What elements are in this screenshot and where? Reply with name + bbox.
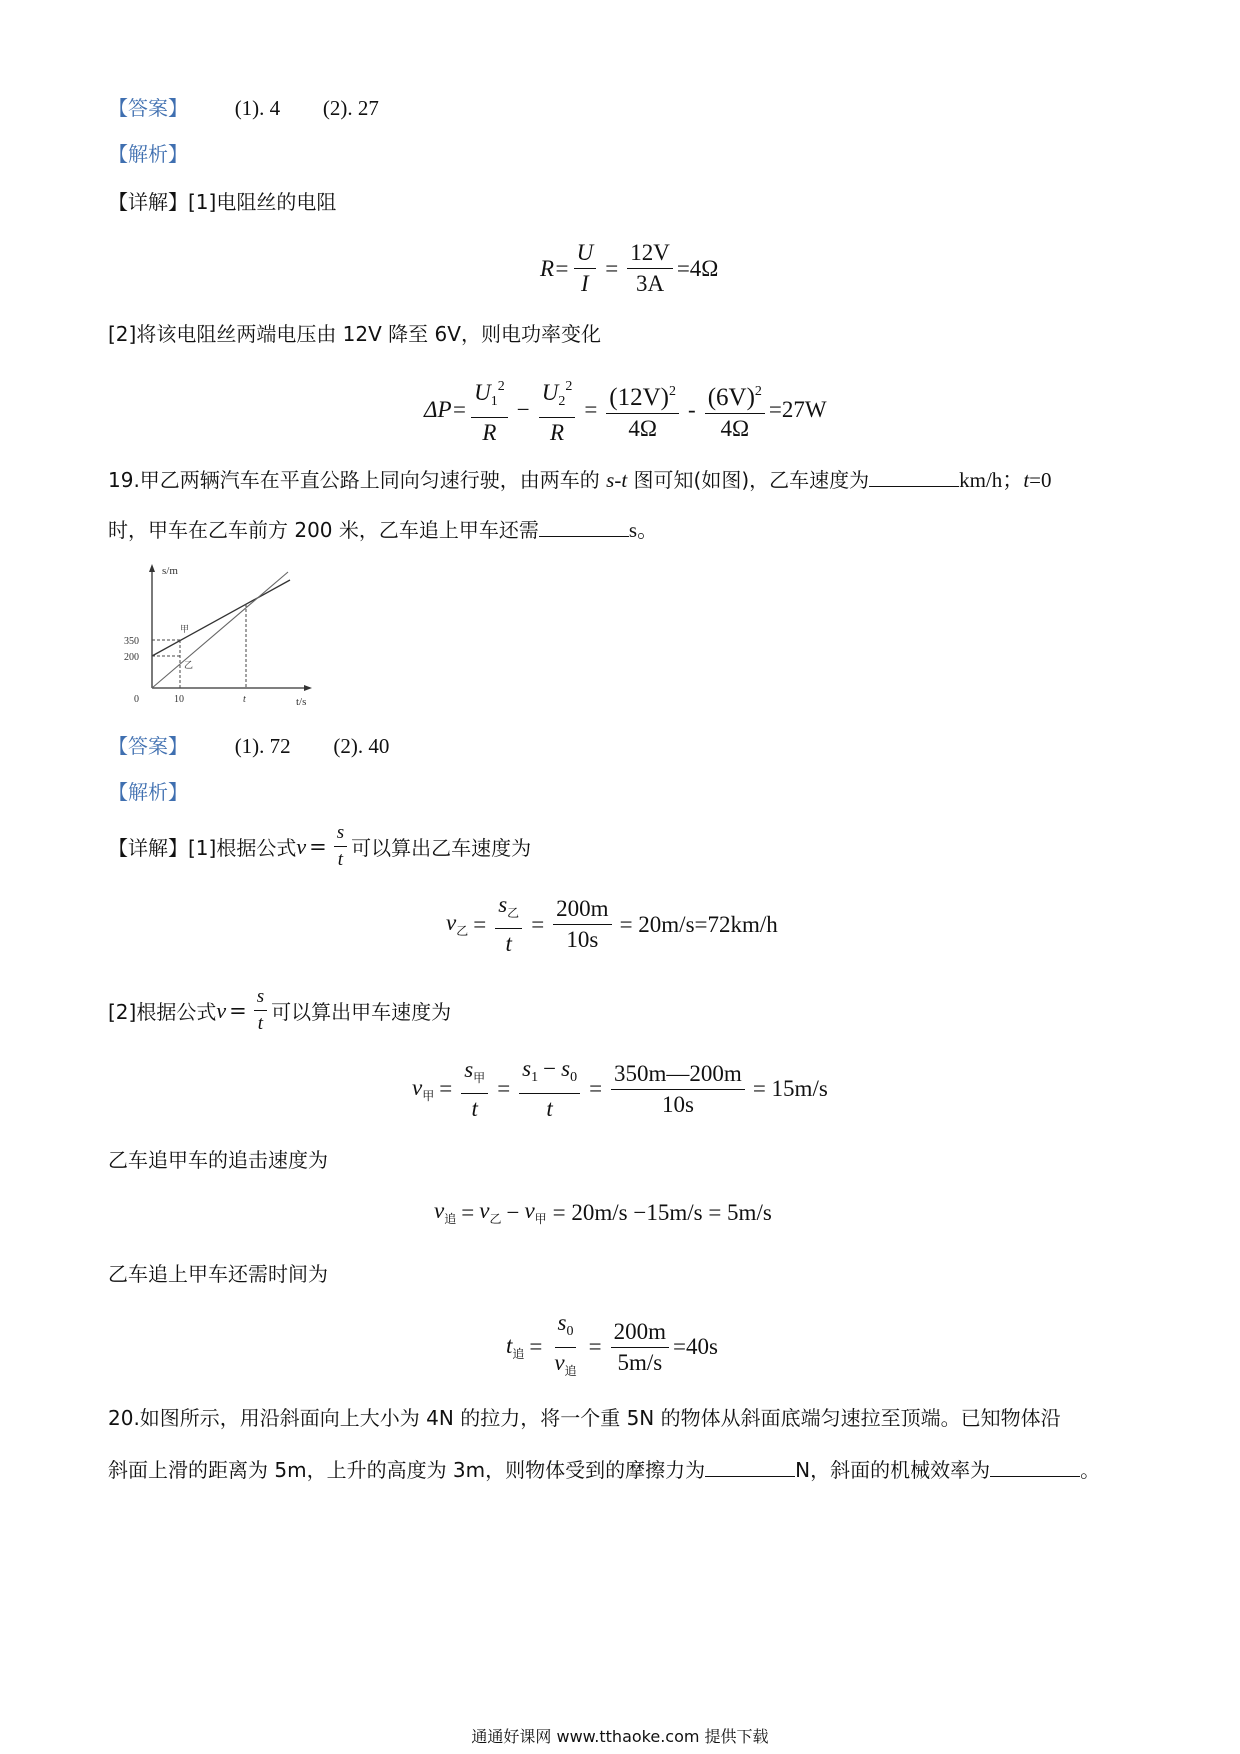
x-axis-label: t/s bbox=[296, 696, 307, 708]
equation-yi-speed: $v_乙$ = $\frac{s_乙}{t}$ = $\frac{200m}{10s}$ = 20m/s=72km/h bbox=[446, 892, 778, 956]
answer-1: (1). 4 bbox=[234, 96, 281, 120]
equation-chase-speed: $v_追$ = $v_乙$ − $v_甲$ = 20m/s −15m/s = 5m/s bbox=[434, 1198, 772, 1226]
equation-jia-speed: $v_甲$ = $\frac{s_甲}{t}$ = $\frac{s_1 - s_0}{t}$ = $\frac{350m—200m}{10s}$ = 15m/s bbox=[412, 1056, 828, 1121]
q20-line1: 20.如图所示，用沿斜面向上大小为 4N 的拉力，将一个重 5N 的物体从斜面底端匀速拉至顶端。已知物体沿 bbox=[108, 1406, 1061, 1430]
label-yi: 乙 bbox=[184, 661, 194, 671]
q19-answer-line bbox=[108, 732, 389, 760]
answer-blank-efficiency[interactable] bbox=[990, 1454, 1080, 1477]
tick-t: t bbox=[243, 694, 246, 705]
q18-answer-line bbox=[108, 94, 379, 122]
y-axis-label: s/m bbox=[162, 565, 178, 577]
fraction-u-i: $\frac{U}{I}$ bbox=[574, 240, 597, 297]
answer-blank-time[interactable] bbox=[539, 514, 629, 537]
line-jia bbox=[152, 580, 290, 656]
q19-detail-line: 【详解】 [1]根据公式 v = $\frac{s}{t}$ 可以算出乙车速度为 bbox=[108, 822, 532, 870]
answer-1: (1). 72 bbox=[234, 734, 291, 758]
answer-tag: 【答案】 bbox=[108, 734, 188, 758]
st-graph bbox=[118, 560, 328, 710]
analysis-tag: 【解析】 bbox=[108, 780, 188, 804]
equation-resistance: R= $\frac{U}{I}$ = $\frac{12V}{3A}$ =4Ω bbox=[540, 240, 719, 296]
line-yi bbox=[152, 572, 288, 688]
answer-2: (2). 40 bbox=[333, 734, 390, 758]
q19-step2-line: [2]根据公式 v = $\frac{s}{t}$ 可以算出甲车速度为 bbox=[108, 986, 452, 1034]
answer-blank-friction[interactable] bbox=[705, 1454, 795, 1477]
answer-blank-speed[interactable] bbox=[869, 464, 959, 487]
fraction-12v-3a: $\frac{12V}{3A}$ bbox=[627, 240, 673, 297]
q18-detail-line bbox=[108, 188, 336, 216]
page-footer: 通通好课网 www.tthaoke.com 提供下载 bbox=[471, 1727, 769, 1746]
equation-chase-time: $t_追$ = $\frac{s_0}{v_追}$ = $\frac{200m}{5m/s}$ =40s bbox=[506, 1310, 718, 1378]
chase-speed-text: 乙车追甲车的追击速度为 bbox=[108, 1148, 328, 1172]
tick-350: 350 bbox=[124, 636, 139, 647]
tick-0: 0 bbox=[134, 694, 139, 705]
q20-line2: 斜面上滑的距离为 5m，上升的高度为 3m，则物体受到的摩擦力为 N，斜面的机械效率为 。 bbox=[108, 1454, 1100, 1484]
detail-text: [1]电阻丝的电阻 bbox=[188, 190, 337, 214]
tick-200: 200 bbox=[124, 652, 139, 663]
q19-line2: 时，甲车在乙车前方 200 米，乙车追上甲车还需 s。 bbox=[108, 514, 658, 544]
q18-step2-text: [2]将该电阻丝两端电压由 12V 降至 6V，则电功率变化 bbox=[108, 322, 601, 346]
detail-tag: 【详解】 bbox=[108, 190, 188, 214]
q19-line1: 19.甲乙两辆汽车在平直公路上同向匀速行驶，由两车的 s-t 图可知(如图)，乙车速度为 km/h；t=0 bbox=[108, 464, 1052, 494]
answer-2: (2). 27 bbox=[322, 96, 379, 120]
tick-10: 10 bbox=[174, 694, 184, 705]
equation-power-change: ΔP= $\frac{U_1^2}{R}$ − $\frac{U_2^2}{R}$ = $\frac{(12V)^2}{4\Omega}$ - $\frac{(6V)^2}{4\Omega}$ =27W bbox=[424, 374, 827, 446]
label-jia: 甲 bbox=[180, 625, 190, 635]
answer-tag: 【答案】 bbox=[108, 96, 188, 120]
analysis-tag: 【解析】 bbox=[108, 142, 188, 166]
chase-time-text: 乙车追上甲车还需时间为 bbox=[108, 1262, 328, 1286]
